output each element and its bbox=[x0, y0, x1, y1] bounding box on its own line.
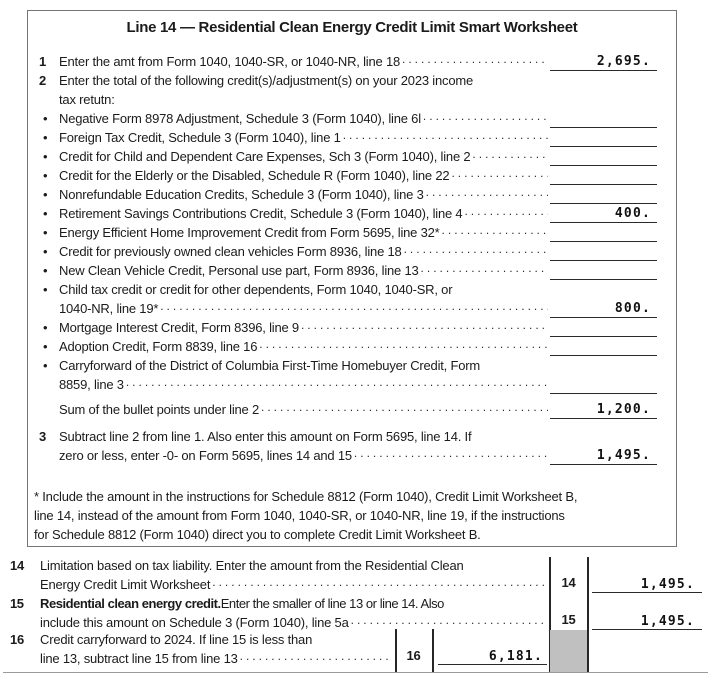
bullet-11-amount-field[interactable] bbox=[550, 339, 657, 356]
bullet-icon: • bbox=[43, 320, 48, 335]
bullet-4-amount-field[interactable] bbox=[550, 187, 657, 204]
bullet-row-cont bbox=[28, 375, 676, 394]
dotted-leader bbox=[301, 321, 548, 337]
bullet-text: Credit for Child and Dependent Care Expenses, Sch 3 (Form 1040), line 2 bbox=[59, 149, 471, 164]
bullet-3-amount-field[interactable] bbox=[550, 168, 657, 185]
bullet-text: Energy Efficient Home Improvement Credit from Form 5695, line 32* bbox=[59, 225, 440, 240]
ws-line3-row-cont bbox=[28, 446, 676, 465]
bullet-icon: • bbox=[43, 149, 48, 164]
bullet-row bbox=[28, 280, 676, 299]
sum-row-text: Sum of the bullet points under line 2 bbox=[59, 402, 260, 417]
line-number: 14 bbox=[10, 558, 25, 573]
smart-worksheet-box bbox=[27, 10, 677, 547]
bullet-text: Carryforward of the District of Columbia First-Time Homebuyer Credit, Form bbox=[59, 358, 481, 373]
dotted-leader bbox=[421, 264, 548, 280]
line15-text: Enter the smaller of line 13 or line 14. Also bbox=[220, 596, 444, 611]
dotted-leader bbox=[259, 340, 548, 356]
bullet-icon: • bbox=[43, 263, 48, 278]
form-line16-text-row2 bbox=[10, 649, 392, 668]
bullet-2-amount-field[interactable] bbox=[550, 149, 657, 166]
bullet-icon: • bbox=[43, 339, 48, 354]
bullet-text: Credit for previously owned clean vehicles Form 8936, line 18 bbox=[59, 244, 402, 259]
bullet-9-amount-field[interactable]: 800. bbox=[550, 301, 657, 318]
line14-amount-field[interactable]: 1,495. bbox=[592, 577, 702, 593]
line14-box-label: 14 bbox=[561, 575, 576, 590]
line1-amount-field[interactable]: 2,695. bbox=[550, 54, 657, 71]
line15-amount-field[interactable]: 1,495. bbox=[592, 614, 702, 630]
dotted-leader bbox=[240, 652, 390, 668]
worksheet-body bbox=[28, 52, 676, 544]
form-line16-row bbox=[10, 630, 392, 668]
bullet-6-amount-field[interactable] bbox=[550, 225, 657, 242]
bullet-icon: • bbox=[43, 111, 48, 126]
ws-line1-row bbox=[28, 52, 676, 71]
bullet-text: Negative Form 8978 Adjustment, Schedule 3 (Form 1040), line 6l bbox=[59, 111, 421, 126]
form-line14-text-row2 bbox=[10, 575, 547, 594]
line16-box-label: 16 bbox=[406, 648, 421, 663]
ws-line2-row bbox=[28, 71, 676, 90]
bullet-0-amount-field[interactable] bbox=[550, 111, 657, 128]
line2-text-cont: tax retutn: bbox=[59, 92, 115, 107]
line-number: 15 bbox=[10, 596, 24, 611]
dotted-leader bbox=[472, 150, 548, 166]
line3-text: Subtract line 2 from line 1. Also enter this amount on Form 5695, line 14. If bbox=[59, 429, 472, 444]
label-column-right-rule bbox=[587, 557, 589, 673]
bullet-text: Child tax credit or credit for other dependents, Form 1040, 1040-SR, or bbox=[59, 282, 453, 297]
form-lines-section bbox=[0, 556, 712, 680]
bullet-12-amount-field[interactable] bbox=[550, 377, 657, 394]
bullet-text-cont: 1040-NR, line 19* bbox=[59, 301, 159, 316]
bullet-5-amount-field[interactable]: 400. bbox=[550, 206, 657, 223]
bullet-7-amount-field[interactable] bbox=[550, 244, 657, 261]
dotted-leader bbox=[464, 207, 548, 223]
spacer bbox=[28, 419, 676, 427]
bullet-row-cont bbox=[28, 299, 676, 318]
bullet-icon: • bbox=[43, 225, 48, 240]
worksheet-title: Line 14 — Residential Clean Energy Credit Limit Smart Worksheet bbox=[126, 19, 578, 36]
bullet-icon: • bbox=[43, 244, 48, 259]
bullet-icon: • bbox=[43, 206, 48, 221]
sum-amount-field[interactable]: 1,200. bbox=[550, 402, 657, 419]
bullet-text: Credit for the Elderly or the Disabled, Schedule R (Form 1040), line 22 bbox=[59, 168, 450, 183]
bullet-row bbox=[28, 242, 676, 261]
dotted-leader bbox=[126, 378, 548, 394]
line3-text-cont: zero or less, enter -0- on Form 5695, lines 14 and 15 bbox=[59, 448, 352, 463]
line-number: 16 bbox=[10, 632, 25, 647]
line2-text: Enter the total of the following credit(s)/adjustment(s) on your 2023 income bbox=[59, 73, 474, 88]
line15-box-label: 15 bbox=[561, 612, 576, 627]
line16-text-cont: line 13, subtract line 15 from line 13 bbox=[40, 651, 238, 666]
bullet-10-amount-field[interactable] bbox=[550, 320, 657, 337]
ws-line3-row bbox=[28, 427, 676, 446]
bullet-text-cont: 8859, line 3 bbox=[59, 377, 124, 392]
ws-line2-row-cont bbox=[28, 90, 676, 109]
bullet-row bbox=[28, 166, 676, 185]
dotted-leader bbox=[451, 169, 548, 185]
bullet-text: Foreign Tax Credit, Schedule 3 (Form 1040), line 1 bbox=[59, 130, 341, 145]
bullet-row bbox=[28, 204, 676, 223]
dotted-leader bbox=[160, 302, 548, 318]
bullet-row bbox=[28, 185, 676, 204]
form-line15-text-row bbox=[10, 594, 547, 613]
line-number: 2 bbox=[39, 73, 47, 88]
bullet-text: Retirement Savings Contributions Credit, Schedule 3 (Form 1040), line 4 bbox=[59, 206, 463, 221]
bullet-icon: • bbox=[43, 282, 48, 297]
form-line14-text-row bbox=[10, 556, 547, 575]
form-line16-text-row bbox=[10, 630, 392, 649]
dotted-leader bbox=[343, 131, 548, 147]
bullet-row bbox=[28, 337, 676, 356]
dotted-leader bbox=[212, 578, 545, 594]
bullet-text: Nonrefundable Education Credits, Schedule 3 (Form 1040), line 3 bbox=[59, 187, 424, 202]
line-number: 1 bbox=[39, 54, 47, 69]
line3-amount-field[interactable]: 1,495. bbox=[550, 448, 657, 465]
line15-bold-text: Residential clean energy credit. bbox=[40, 596, 221, 611]
bullet-text: New Clean Vehicle Credit, Personal use part, Form 8936, line 13 bbox=[59, 263, 419, 278]
line14-text-cont: Energy Credit Limit Worksheet bbox=[40, 577, 211, 592]
bullet-row bbox=[28, 356, 676, 375]
bullet-row bbox=[28, 318, 676, 337]
bullet-text: Mortgage Interest Credit, Form 8396, line 9 bbox=[59, 320, 299, 335]
form-line14-row bbox=[10, 556, 547, 594]
line1-text: Enter the amt from Form 1040, 1040-SR, or 1040-NR, line 18 bbox=[59, 54, 401, 69]
line-number: 3 bbox=[39, 429, 47, 444]
bullet-1-amount-field[interactable] bbox=[550, 130, 657, 147]
dotted-leader bbox=[261, 403, 548, 419]
bullet-icon: • bbox=[43, 358, 48, 373]
line16-amount-field[interactable]: 6,181. bbox=[438, 649, 547, 665]
dotted-leader bbox=[423, 112, 548, 128]
bullet-icon: • bbox=[43, 168, 48, 183]
section-bottom-rule bbox=[3, 672, 708, 673]
footnote bbox=[34, 487, 676, 544]
shaded-cell bbox=[550, 630, 587, 672]
dotted-leader bbox=[354, 449, 548, 465]
line15-text-cont: include this amount on Schedule 3 (Form 1040), line 5a bbox=[40, 615, 349, 630]
line16-text: Credit carryforward to 2024. If line 15 is less than bbox=[40, 632, 313, 647]
form-line15-row bbox=[10, 594, 547, 632]
bullet-icon: • bbox=[43, 130, 48, 145]
bullet-row bbox=[28, 147, 676, 166]
bullet-8-amount-field[interactable] bbox=[550, 263, 657, 280]
footnote-line: for Schedule 8812 (Form 1040) direct you to complete Credit Limit Worksheet B. bbox=[34, 527, 481, 542]
bullet-row bbox=[28, 223, 676, 242]
line16-box-right-rule bbox=[432, 629, 434, 673]
bullet-row bbox=[28, 109, 676, 128]
footnote-line: line 14, instead of the amount from Form 1040, 1040-SR, or 1040-NR, line 19, if the instructions bbox=[34, 508, 565, 523]
footnote-line: * Include the amount in the instructions for Schedule 8812 (Form 1040), Credit Limit Worksheet B, bbox=[34, 489, 578, 504]
bullet-row bbox=[28, 261, 676, 280]
dotted-leader bbox=[402, 55, 548, 71]
line14-text: Limitation based on tax liability. Enter the amount from the Residential Clean bbox=[40, 558, 464, 573]
sum-row bbox=[28, 400, 676, 419]
dotted-leader bbox=[426, 188, 548, 204]
dotted-leader bbox=[404, 245, 548, 261]
dotted-leader bbox=[442, 226, 548, 242]
bullet-row bbox=[28, 128, 676, 147]
bullet-icon: • bbox=[43, 187, 48, 202]
bullet-text: Adoption Credit, Form 8839, line 16 bbox=[59, 339, 258, 354]
